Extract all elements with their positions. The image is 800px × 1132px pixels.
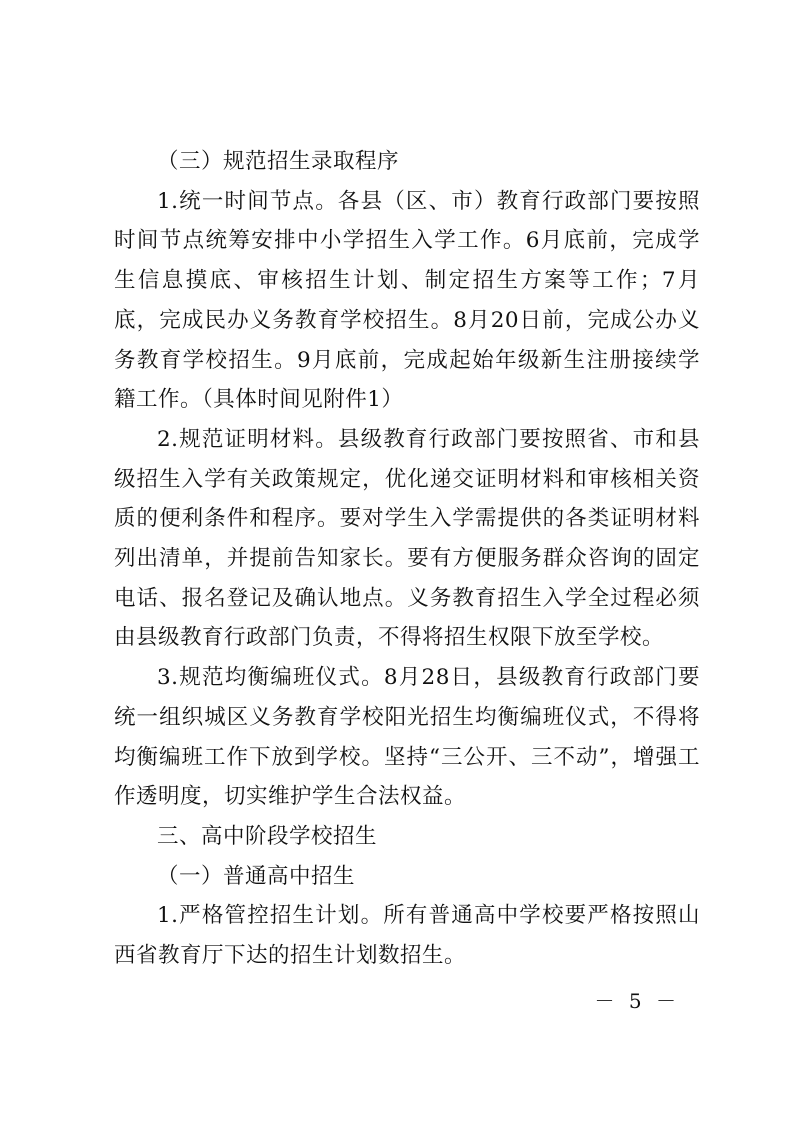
paragraph-unify-time-nodes: 1.统一时间节点。各县（区、市）教育行政部门要按照时间节点统筹安排中小学招生入学工作。6月底前，完成学生信息摸底、审核招生计划、制定招生方案等工作；7月底，完成民办义务教育学校招生。8月20日前，完成公办义务教育学校招生。9月底前，完成起始年级新生注册接续学籍工作。（具体时间见附件1）: [114, 188, 700, 413]
paragraph-balanced-class-ceremony: 3.规范均衡编班仪式。8月28日，县级教育行政部门要统一组织城区义务教育学校阳光招生均衡编班仪式，不得将均衡编班工作下放到学校。坚持“三公开、三不动”，增强工作透明度，切实维护学生合法权益。: [114, 665, 700, 810]
document-body: [114, 142, 700, 976]
subheading-general-high-school: （一）普通高中招生: [157, 863, 356, 889]
paragraph-standardize-certificates: 2.规范证明材料。县级教育行政部门要按照省、市和县级招生入学有关政策规定，优化递交证明材料和审核相关资质的便利条件和程序。要对学生入学需提供的各类证明材料列出清单，并提前告知家长。要有方便服务群众咨询的固定电话、报名登记及确认地点。义务教育招生入学全过程必须由县级教育行政部门负责，不得将招生权限下放至学校。: [114, 426, 700, 651]
paragraph-enrollment-plan-control: 1.严格管控招生计划。所有普通高中学校要严格按照山西省教育厅下达的招生计划数招生。: [114, 903, 700, 969]
page-number: － 5 －: [594, 989, 680, 1013]
section-heading-high-school-admission: 三、高中阶段学校招生: [157, 823, 378, 849]
subheading-admission-procedure: （三）规范招生录取程序: [157, 149, 400, 174]
